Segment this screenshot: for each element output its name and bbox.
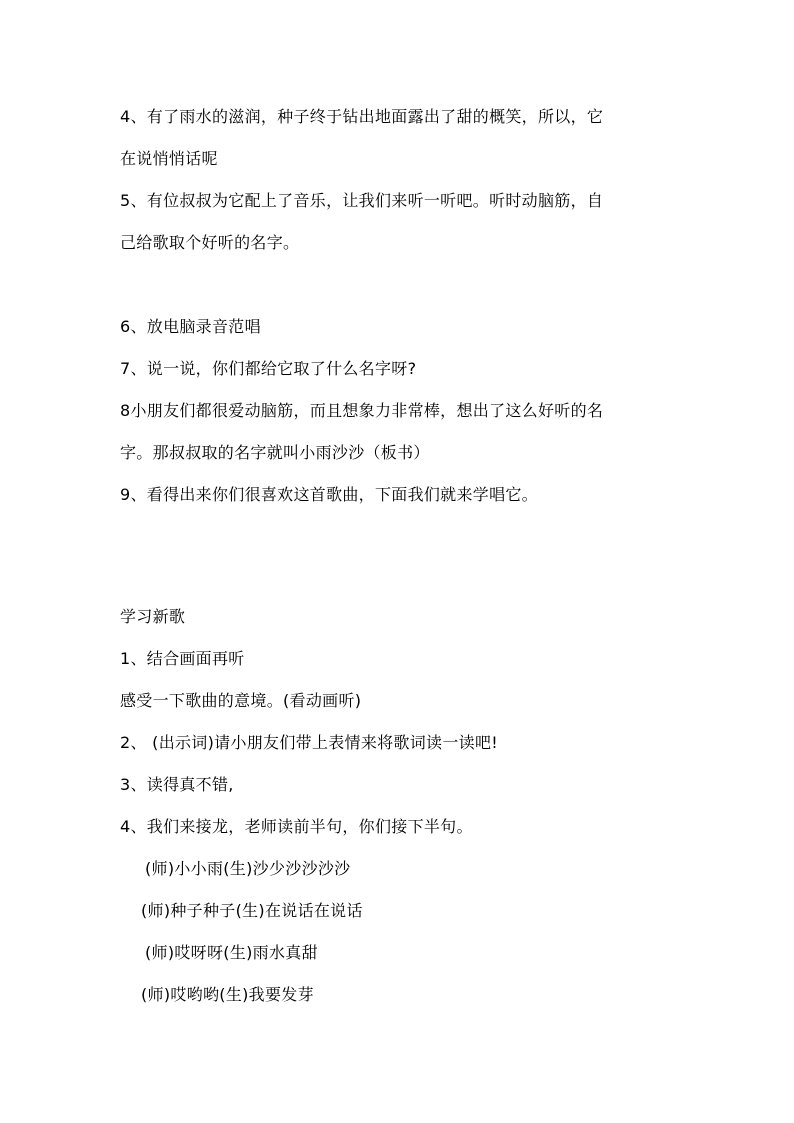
paragraph-7: 7、说一说，你们都给它取了什么名字呀? [120,359,417,378]
paragraph-5-line-1: 5、有位叔叔为它配上了音乐，让我们来听一听吧。听时动脑筋，自 [120,191,604,210]
step-4: 4、我们来接龙，老师读前半句，你们接下半句。 [120,817,473,836]
dialogue-line-3: (师)哎呀呀(生)雨水真甜 [145,943,318,962]
step-1: 1、结合画面再听 [120,649,245,668]
paragraph-6: 6、放电脑录音范唱 [120,317,261,336]
paragraph-4-line-2: 在说悄悄话呢 [120,149,218,168]
dialogue-line-1: (师)小小雨(生)沙少沙沙沙沙 [145,859,351,878]
paragraph-5-line-2: 己给歌取个好听的名字。 [120,233,300,252]
step-3: 3、读得真不错, [120,775,234,794]
paragraph-8-line-2: 字。那叔叔取的名字就叫小雨沙沙（板书） [120,443,430,462]
paragraph-9: 9、看得出来你们很喜欢这首歌曲，下面我们就来学唱它。 [120,485,538,504]
paragraph-8-line-1: 8小朋友们都很爱动脑筋，而且想象力非常棒，想出了这么好听的名 [120,401,604,420]
dialogue-line-4: (师)哎哟哟(生)我要发芽 [141,985,314,1004]
section-heading: 学习新歌 [120,607,186,626]
dialogue-line-2: (师)种子种子(生)在说话在说话 [141,901,363,920]
paragraph-4-line-1: 4、有了雨水的滋润，种子终于钻出地面露出了甜的概笑，所以，它 [120,107,604,126]
step-2: 2、 (出示词)请小朋友们带上表情来将歌词读一读吧! [120,733,498,752]
step-1-detail: 感受一下歌曲的意境。(看动画听) [120,691,362,710]
